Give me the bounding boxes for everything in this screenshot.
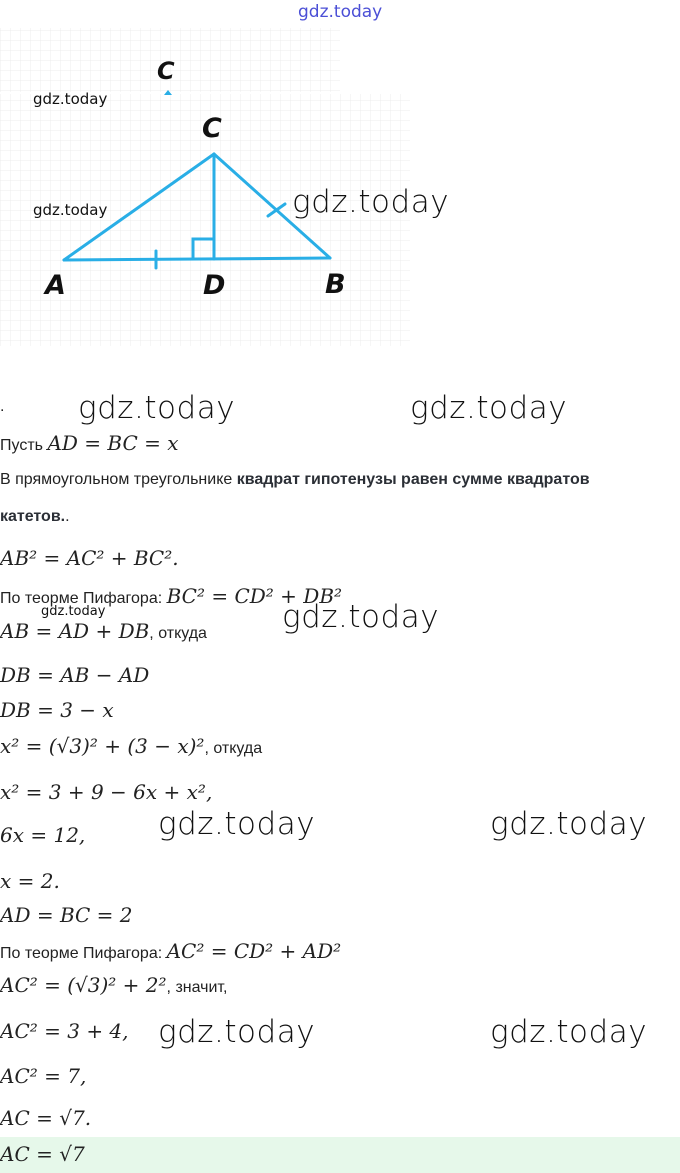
- line-answer: AC = √7: [0, 1142, 85, 1166]
- line-2: В прямоугольном треугольнике квадрат гипотенузы равен сумме квадратов: [0, 471, 590, 488]
- line-8: DB = 3 − x: [0, 698, 114, 722]
- label-a: A: [45, 270, 66, 301]
- bullet-marker: .: [0, 398, 5, 415]
- watermark-text-8: gdz.today: [490, 1014, 648, 1050]
- watermark-text-5: gdz.today: [158, 806, 316, 842]
- line-6: AB = AD + DB, откуда: [0, 619, 207, 643]
- line-17: AC² = 7,: [0, 1064, 87, 1088]
- watermark-fig-3: gdz.today: [292, 184, 450, 220]
- watermark-text-4: gdz.today: [282, 599, 440, 635]
- line-14: По теорме Пифагора: AC² = CD² + AD²: [0, 939, 342, 963]
- line-9: x² = (√3)² + (3 − x)², откуда: [0, 734, 263, 758]
- watermark-text-2: gdz.today: [410, 390, 568, 426]
- line-10: x² = 3 + 9 − 6x + x²,: [0, 780, 213, 804]
- line-15: AC² = (√3)² + 2², значит,: [0, 973, 228, 997]
- label-c: C: [202, 113, 222, 144]
- watermark-text-1: gdz.today: [78, 390, 236, 426]
- line-11: 6x = 12,: [0, 823, 86, 847]
- line-12: x = 2.: [0, 869, 60, 893]
- answer-highlight: [0, 1137, 680, 1173]
- watermark-text-3: gdz.today: [41, 604, 106, 619]
- side-ab: [64, 258, 330, 260]
- line-16: AC² = 3 + 4,: [0, 1019, 129, 1043]
- line-13: AD = BC = 2: [0, 903, 133, 927]
- line-18: AC = √7.: [0, 1106, 92, 1130]
- line-3: катетов..: [0, 508, 70, 525]
- line-4: AB² = AC² + BC².: [0, 546, 179, 570]
- watermark-top: gdz.today: [298, 2, 383, 22]
- line-1: Пусть AD = BC = x: [0, 431, 179, 455]
- watermark-text-6: gdz.today: [490, 806, 648, 842]
- watermark-fig-1: gdz.today: [33, 90, 108, 108]
- label-d: D: [203, 270, 226, 301]
- watermark-text-7: gdz.today: [158, 1014, 316, 1050]
- watermark-fig-2: gdz.today: [33, 201, 108, 219]
- triangle-figure: [0, 0, 680, 360]
- line-7: DB = AB − AD: [0, 663, 150, 687]
- label-c-top: C: [157, 57, 175, 85]
- line-5: По теорме Пифагора: BC² = CD² + DB²: [0, 584, 343, 608]
- label-b: B: [325, 269, 346, 300]
